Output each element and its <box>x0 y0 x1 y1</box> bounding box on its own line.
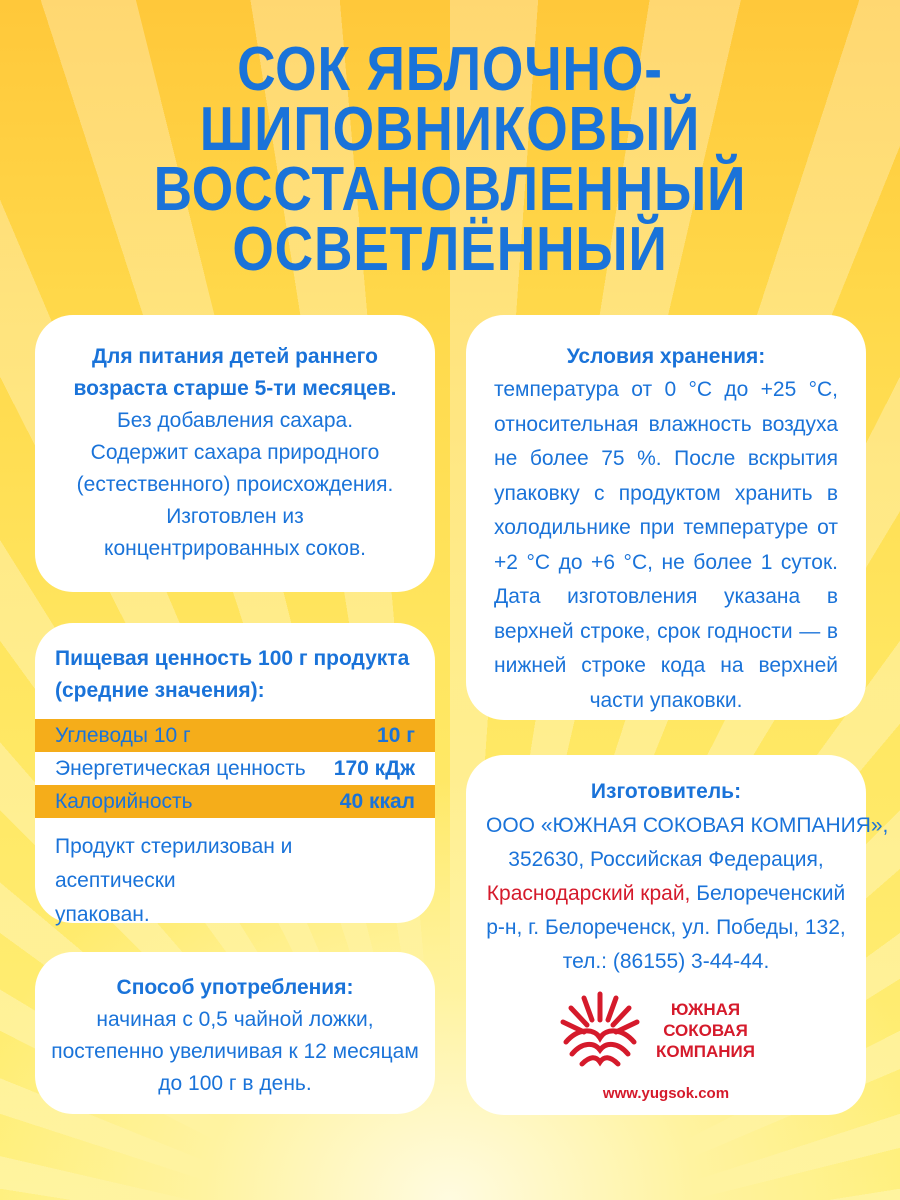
children-info-card <box>35 315 435 592</box>
nutrition-row-carbs <box>35 719 435 752</box>
district-text: Белореченский <box>690 882 846 905</box>
nutrition-heading-line: Пищевая ценность 100 г продукта <box>55 647 410 670</box>
storage-heading: Условия хранения: <box>566 345 766 368</box>
usage-heading: Способ употребления: <box>116 976 354 999</box>
manufacturer-heading: Изготовитель: <box>590 780 742 803</box>
company-url: www.yugsok.com <box>602 1085 730 1102</box>
info-line: Без добавления сахара. <box>116 409 354 432</box>
product-title <box>63 35 837 284</box>
company-logo-icon <box>554 980 646 1072</box>
usage-line: начиная с 0,5 чайной ложки, <box>96 1008 374 1031</box>
nutrition-table <box>35 719 435 818</box>
company-logo-text <box>656 999 755 1062</box>
logo-text-line: КОМПАНИЯ <box>656 1042 755 1061</box>
nutrition-heading <box>35 643 435 707</box>
nutrition-card <box>35 623 435 926</box>
title-line: СОК ЯБЛОЧНО- <box>237 35 663 104</box>
age-notice-line: возраста старше 5-ти месяцев. <box>73 377 397 400</box>
address-line: р-н, г. Белореченск, ул. Победы, 132, <box>486 916 846 939</box>
sterilization-note <box>35 830 435 932</box>
nutrition-value: 10 г <box>377 724 415 747</box>
address-line: 352630, Российская Федерация, <box>508 848 824 871</box>
title-line: ВОССТАНОВЛЕННЫЙ <box>153 155 747 224</box>
nutrition-label: Углеводы 10 г <box>55 724 191 747</box>
nutrition-row-energy <box>35 752 435 785</box>
storage-conditions-card <box>466 315 866 720</box>
usage-line: до 100 г в день. <box>158 1072 312 1095</box>
manufacturer-card <box>466 755 889 1115</box>
logo-text-line: ЮЖНАЯ <box>670 1000 741 1019</box>
nutrition-value: 170 кДж <box>333 757 415 780</box>
info-line: (естественного) происхождения. <box>76 473 394 496</box>
info-line: концентрированных соков. <box>104 537 366 560</box>
phone-line: тел.: (86155) 3-44-44. <box>562 950 770 973</box>
info-line: Изготовлен из <box>166 505 304 528</box>
region-text: Краснодарский край, <box>486 882 691 905</box>
note-line: упакован. <box>55 903 150 926</box>
usage-line: постепенно увеличивая к 12 месяцам <box>51 1040 419 1063</box>
age-notice-line: Для питания детей раннего <box>92 345 378 368</box>
address-line <box>486 877 846 911</box>
nutrition-value: 40 ккал <box>339 790 415 813</box>
nutrition-label: Энергетическая ценность <box>55 757 306 780</box>
title-line: ОСВЕТЛЁННЫЙ <box>232 215 668 284</box>
logo-text-line: СОКОВАЯ <box>663 1021 748 1040</box>
note-line: Продукт стерилизован и асептически <box>55 835 293 892</box>
usage-card <box>35 952 435 1114</box>
nutrition-row-calories <box>35 785 435 818</box>
nutrition-label: Калорийность <box>55 790 193 813</box>
address-line: ООО «ЮЖНАЯ СОКОВАЯ КОМПАНИЯ», <box>486 814 889 837</box>
info-line: Содержит сахара природного <box>90 441 380 464</box>
nutrition-heading-line: (средние значения): <box>55 679 265 702</box>
storage-body: температура от 0 °С до +25 °С, относительная влажность воздуха не более 75 %. После вскрытия упаковку с продуктом хранить в холодильнике при температуре от +2 °С до +6 °С, не более 1 суток. Дата изготовления указана в верхней строке, срок годности — в нижней строке кода на верхней части упаковки. <box>494 378 838 712</box>
title-line: ШИПОВНИКОВЫЙ <box>199 95 701 164</box>
